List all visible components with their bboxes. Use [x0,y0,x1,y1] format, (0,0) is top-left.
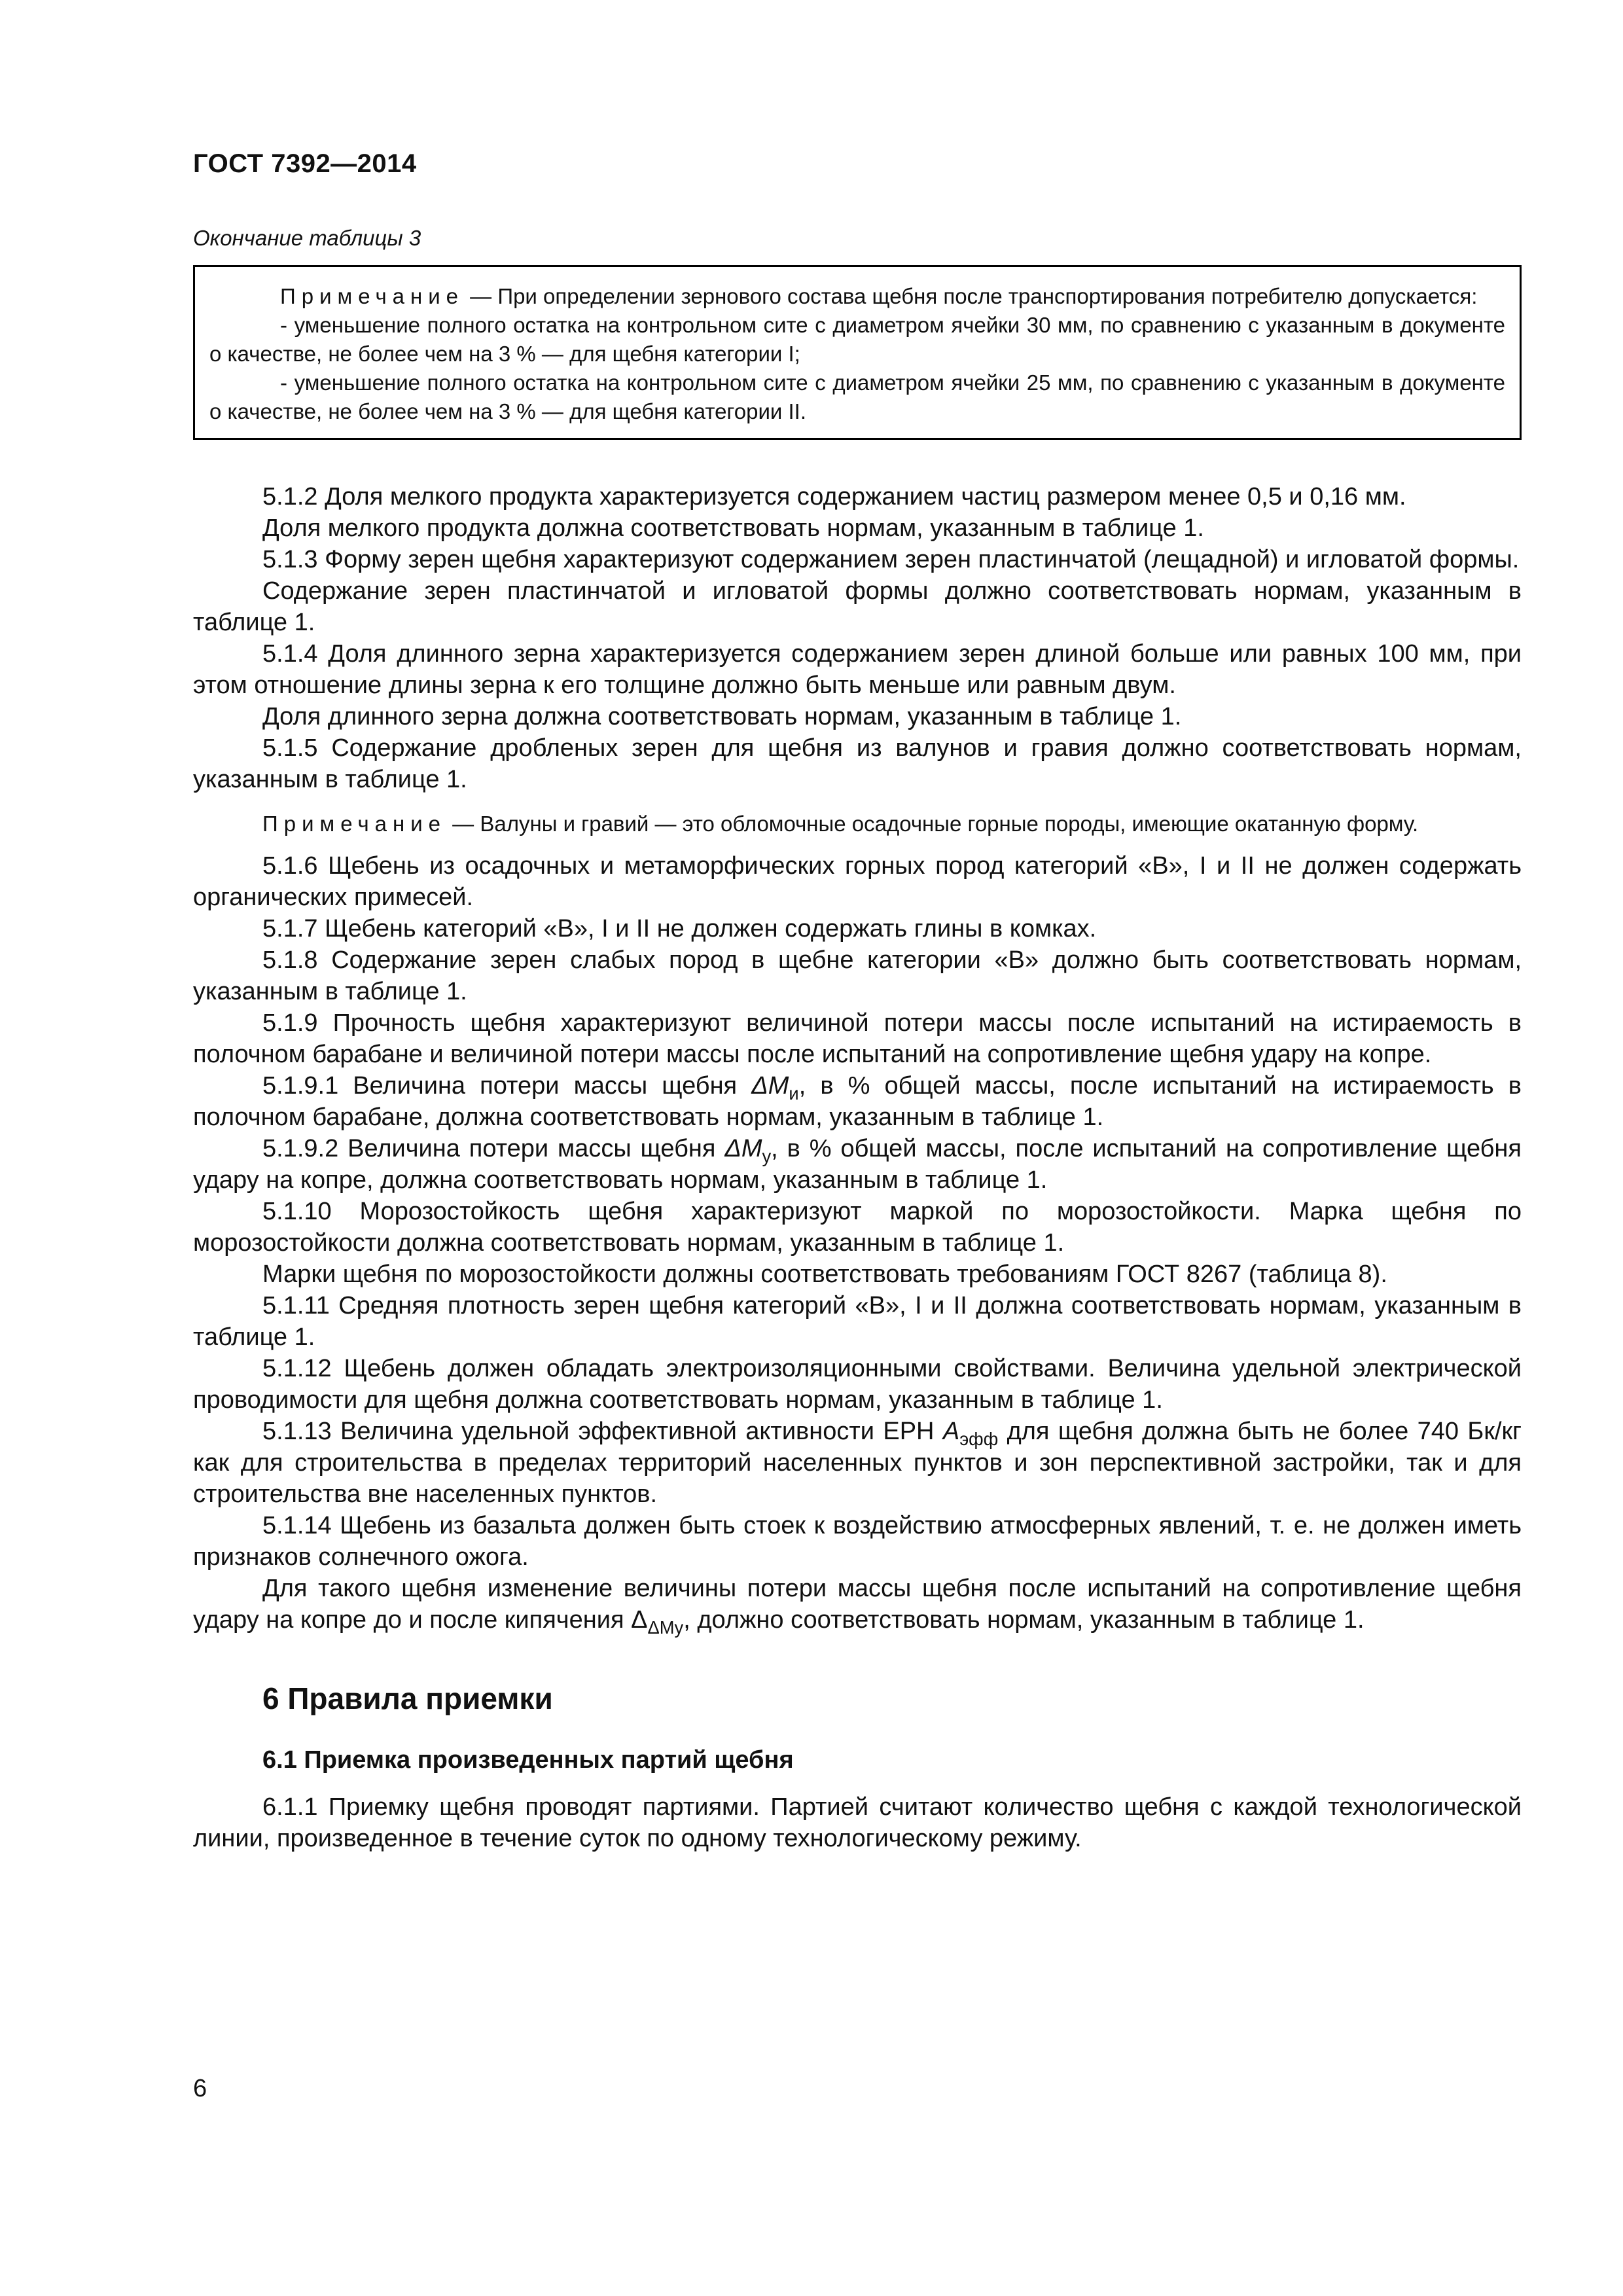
inline-note [193,810,1522,838]
subscript: у [762,1145,772,1166]
paragraph: Марки щебня по морозостойкости должны соответствовать требованиям ГОСТ 8267 (таблица 8). [262,1261,1387,1288]
text-run: 5.1.9.2 Величина потери массы щебня [262,1135,725,1162]
symbol: Δ [631,1606,648,1634]
paragraph-5-1-8: 5.1.8 Содержание зерен слабых пород в щебне категории «В» должно быть соответствовать нормам, указанным в таблице 1. [193,946,1522,1005]
paragraph-5-1-3: 5.1.3 Форму зерен щебня характеризуют содержанием зерен пластинчатой (лещадной) и игловатой формы. [262,546,1520,573]
paragraph: Содержание зерен пластинчатой и игловатой формы должно соответствовать нормам, указанным в таблице 1. [193,577,1522,636]
paragraph-5-1-9-1 [193,1070,1522,1133]
note-lead-text: — При определении зернового состава щебня после транспортирования потребителю допускается: [464,284,1478,308]
note-label: Примечание [262,812,447,836]
paragraph-5-1-7: 5.1.7 Щебень категорий «В», I и II не должен содержать глины в комках. [262,915,1097,942]
paragraph-5-1-9-2 [193,1133,1522,1196]
paragraph-5-1-14: 5.1.14 Щебень из базальта должен быть стоек к воздействию атмосферных явлений, т. е. не должен иметь признаков солнечного ожога. [193,1512,1522,1571]
text-run: , должно соответствовать нормам, указанным в таблице 1. [683,1606,1364,1634]
symbol: ΔM [751,1072,789,1100]
text-run: 5.1.9.1 Величина потери массы щебня [262,1072,752,1100]
note-item-1: - уменьшение полного остатка на контрольном сите с диаметром ячейки 30 мм, по сравнению с указанным в документе о качестве, не более чем на 3 % — для щебня категории I; [209,313,1505,366]
note-item-2: - уменьшение полного остатка на контрольном сите с диаметром ячейки 25 мм, по сравнению с указанным в документе о качестве, не более чем на 3 % — для щебня категории II. [209,370,1505,423]
paragraph-5-1-10: 5.1.10 Морозостойкость щебня характеризуют маркой по морозостойкости. Марка щебня по морозостойкости должна соответствовать нормам, указанным в таблице 1. [193,1198,1522,1257]
paragraph-6-1-1: 6.1.1 Приемку щебня проводят партиями. Партией считают количество щебня с каждой технологической линии, произведенное в течение суток по одному технологическому режиму. [193,1793,1522,1852]
paragraph-5-1-2: 5.1.2 Доля мелкого продукта характеризуется содержанием частиц размером менее 0,5 и 0,16 мм. [262,483,1406,511]
text-run: , в % общей массы, после испытаний на истираемость в полочном барабане, должна соответствовать нормам, указанным в таблице 1. [193,1072,1522,1131]
symbol: A [942,1418,960,1445]
paragraph-5-1-9: 5.1.9 Прочность щебня характеризуют величиной потери массы после испытаний на истираемость в полочном барабане и величиной потери массы после испытаний на сопротивление щебня удару на копре. [193,1009,1522,1068]
symbol: ΔM [724,1135,762,1162]
text-run: для щебня должна быть не более 740 Бк/кг как для строительства в пределах территорий населенных пунктов и зон перспективной застройки, так и для строительства вне населенных пунктов. [193,1418,1522,1508]
paragraph-5-1-12: 5.1.12 Щебень должен обладать электроизоляционными свойствами. Величина удельной электрической проводимости для щебня должна соответствовать нормам, указанным в таблице 1. [193,1355,1522,1414]
note-label: Примечание [280,284,465,308]
paragraph-5-1-11: 5.1.11 Средняя плотность зерен щебня категорий «В», I и II должна соответствовать нормам, указанным в таблице 1. [193,1292,1522,1351]
subsection-heading: 6.1 Приемка произведенных партий щебня [262,1746,794,1774]
document-body [193,481,1522,1854]
note-text: — Валуны и гравий — это обломочные осадочные горные породы, имеющие окатанную форму. [446,812,1419,836]
paragraph-5-1-5: 5.1.5 Содержание дробленых зерен для щебня из валунов и гравия должно соответствовать нормам, указанным в таблице 1. [193,734,1522,793]
paragraph-5-1-13 [193,1416,1522,1510]
section-heading: 6 Правила приемки [262,1681,553,1715]
table-note-box [193,265,1522,440]
note-lead [209,282,1505,311]
paragraph-5-1-6: 5.1.6 Щебень из осадочных и метаморфических горных пород категорий «В», I и II не должен содержать органических примесей. [193,852,1522,911]
text-run: 5.1.13 Величина удельной эффективной активности ЕРН [262,1418,943,1445]
document-header: ГОСТ 7392—2014 [193,149,417,178]
page-number: 6 [193,2075,207,2102]
text-run: Для такого щебня изменение величины потери массы щебня после испытаний на сопротивление щебня удару на копре до и после кипячения [193,1575,1522,1634]
paragraph: Доля мелкого продукта должна соответствовать нормам, указанным в таблице 1. [262,514,1204,542]
text-run: , в % общей массы, после испытаний на сопротивление щебня удару на копре, должна соответствовать нормам, указанным в таблице 1. [193,1135,1522,1194]
subscript: и [789,1083,799,1103]
table-continuation-caption: Окончание таблицы 3 [193,226,421,250]
paragraph: Доля длинного зерна должна соответствовать нормам, указанным в таблице 1. [262,703,1182,730]
subscript: ΔMy [647,1617,684,1638]
paragraph [193,1573,1522,1636]
paragraph-5-1-4: 5.1.4 Доля длинного зерна характеризуется содержанием зерен длиной больше или равных 100 мм, при этом отношение длины зерна к его толщине должно быть меньше или равным двум. [193,640,1522,699]
subscript: эфф [959,1428,999,1449]
